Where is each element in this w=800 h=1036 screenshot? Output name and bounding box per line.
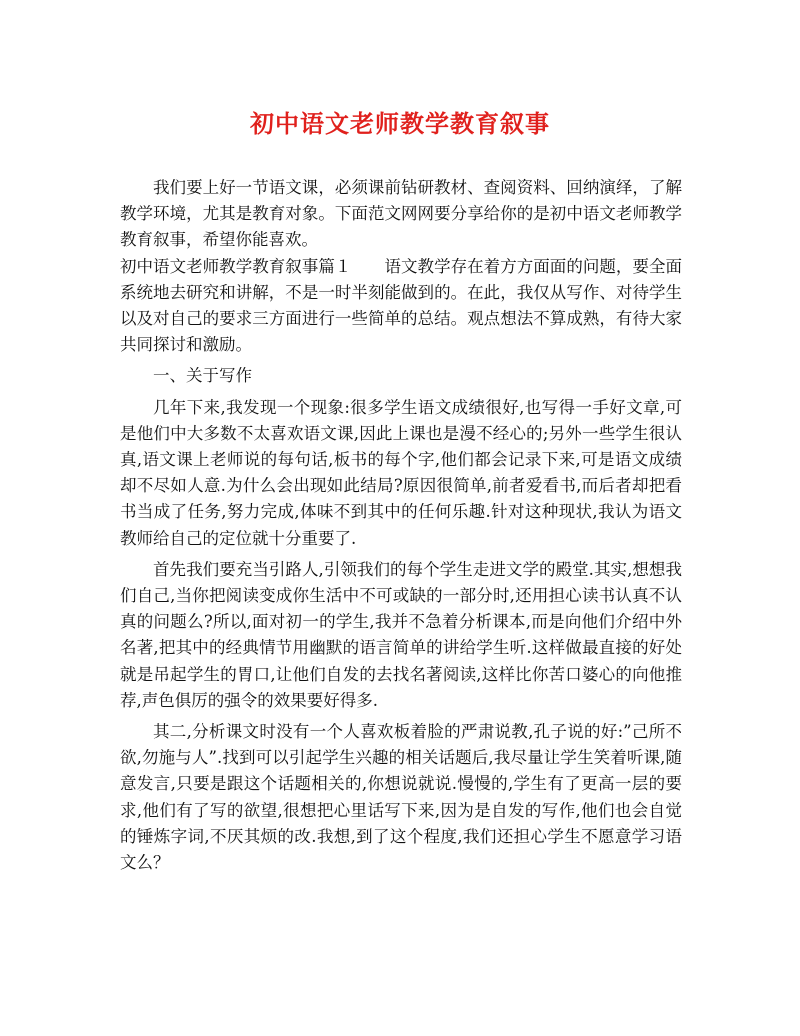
body-paragraph: 其二,分析课文时没有一个人喜欢板着脸的严肃说教,孔子说的好:”己所不欲,勿施与人”.找到可以引起学生兴趣的相关话题后,我尽量让学生笑着听课,随意发言,只要是跟这个话题相关的,你想说就说.慢慢的,学生有了更高一层的要求,他们有了写的欲望,很想把心里话写下来,因为是自发的写作,他们也会自觉的锤炼字词,不厌其烦的改.我想,到了这个程度,我们还担心学生不愿意学习语文么？ xyxy=(120,722,682,873)
document-title: 初中语文老师教学教育叙事 xyxy=(250,109,550,138)
body-paragraph: 几年下来,我发现一个现象:很多学生语文成绩很好,也写得一手好文章,可是他们中大多数不太喜欢语文课,因此上课也是漫不经心的;另外一些学生很认真,语文课上老师说的每句话,板书的每个字,他们都会记录下来,可是语文成绩却不尽如人意.为什么会出现如此结局?原因很简单,前者爱看书,而后者却把看书当成了任务,努力完成,体味不到其中的任何乐趣.针对这种现状,我认为语文教师给自己的定位就十分重要了. xyxy=(120,397,682,548)
section-heading: 一、关于写作 xyxy=(153,366,252,386)
intro-paragraph: 我们要上好一节语文课，必须课前钻研教材、查阅资料、回纳演绎，了解教学环境，尤其是教育对象。下面范文网网要分享给你的是初中语文老师教学教育叙事，希望你能喜欢。 xyxy=(120,178,682,250)
body-paragraph: 首先我们要充当引路人,引领我们的每个学生走进文学的殿堂.其实,想想我们自己,当你把阅读变成你生活中不可或缺的一部分时,还用担心读书认真不认真的问题么?所以,面对初一的学生,我并不急着分析课本,而是向他们介绍中外名著,把其中的经典情节用幽默的语言简单的讲给学生听.这样做最直接的好处就是吊起学生的胃口,让他们自发的去找名著阅读,这样比你苦口婆心的向他推荐,声色俱厉的强令的效果要好得多. xyxy=(120,559,682,710)
document-body xyxy=(120,175,682,876)
section-paragraph: 初中语文老师教学教育叙事篇１ 语文教学存在着方方面面的问题，要全面系统地去研究和讲解，不是一时半刻能做到的。在此，我仅从写作、对待学生以及对自己的要求三方面进行一些简单的总结。观点想法不算成熟，有待大家共同探讨和激励。 xyxy=(120,256,682,355)
